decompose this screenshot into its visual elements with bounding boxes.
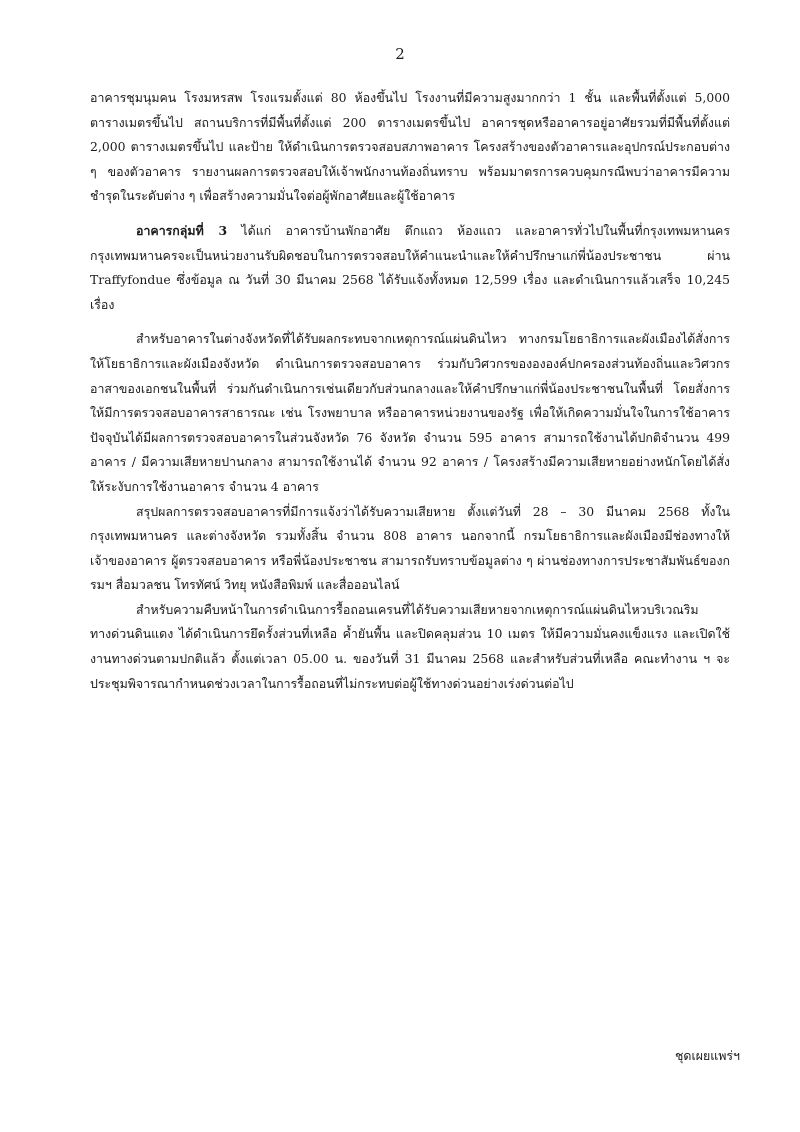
- paragraph-provincial-buildings: สำหรับอาคารในต่างจังหวัดที่ได้รับผลกระทบจากเหตุการณ์แผ่นดินไหว ทางกรมโยธาธิการและผังเมืองได้สั่งการให้โยธาธิการและผังเมืองจังหวัด ดำเนินการตรวจสอบอาคาร ร่วมกับวิศวกรของององค์ปกครองส่วนท้องถิ่นและวิศวกรอาสาของเอกชนในพื้นที่ ร่วมกันดำเนินการเช่นเดียวกับส่วนกลางและให้คำปรึกษาแก่พี่น้องประชาชนในพื้นที่ โดยสั่งการให้มีการตรวจสอบอาคารสาธารณะ เช่น โรงพยาบาล หรืออาคารหน่วยงานของรัฐ เพื่อให้เกิดความมั่นใจในการใช้อาคาร ปัจจุบันได้มีผลการตรวจสอบอาคารในส่วนจังหวัด 76 จังหวัด จำนวน 595 อาคาร สามารถใช้งานได้ปกติจำนวน 499 อาคาร / มีความเสียหายปานกลาง สามารถใช้งานได้ จำนวน 92 อาคาร / โครงสร้างมีความเสียหายอย่างหนักโดยได้สั่งให้ระงับการใช้งานอาคาร จำนวน 4 อาคาร: [90, 331, 730, 494]
- continued-note: ชุดเผยแพร่ฯ: [675, 1048, 740, 1063]
- document-body: [90, 86, 730, 696]
- paragraph-inspection-summary: สรุปผลการตรวจสอบอาคารที่มีการแจ้งว่าได้รับความเสียหาย ตั้งแต่วันที่ 28 – 30 มีนาคม 2568 ทั้งในกรุงเทพมหานคร และต่างจังหวัด รวมทั้งสิ้น จำนวน 808 อาคาร นอกจากนี้ กรมโยธาธิการและผังเมืองมีช่องทางให้เจ้าของอาคาร ผู้ตรวจสอบอาคาร หรือพี่น้องประชาชน สามารถรับทราบข้อมูลต่าง ๆ ผ่านช่องทางการประชาสัมพันธ์ของกรมฯ สื่อมวลชน โทรทัศน์ วิทยุ หนังสือพิมพ์ และสื่อออนไลน์: [90, 503, 730, 593]
- paragraph-building-group-3: [90, 219, 730, 317]
- paragraph-building-group-2-continued: อาคารชุมนุมคน โรงมหรสพ โรงแรมตั้งแต่ 80 ห้องขึ้นไป โรงงานที่มีความสูงมากกว่า 1 ชั้น และพื้นที่ตั้งแต่ 5,000 ตารางเมตรขึ้นไป สถานบริการที่มีพื้นที่ตั้งแต่ 200 ตารางเมตรขึ้นไป อาคารชุดหรืออาคารอยู่อาศัยรวมที่มีพื้นที่ตั้งแต่ 2,000 ตารางเมตรขึ้นไป และป้าย ให้ดำเนินการตรวจสอบสภาพอาคาร โครงสร้างของตัวอาคารและอุปกรณ์ประกอบต่าง ๆ ของตัวอาคาร รายงานผลการตรวจสอบให้เจ้าพนักงานท้องถิ่นทราบ พร้อมมาตรการควบคุมกรณีพบว่าอาคารมีความชำรุดในระดับต่าง ๆ เพื่อสร้างความมั่นใจต่อผู้พักอาศัยและผู้ใช้อาคาร: [90, 90, 731, 204]
- paragraph-crane-removal-progress: สำหรับความคืบหน้าในการดำเนินการรื้อถอนเครนที่ได้รับความเสียหายจากเหตุการณ์แผ่นดินไหวบริเวณริมทางด่วนดินแดง ได้ดำเนินการยึดรั้งส่วนที่เหลือ ค้ำยันพื้น และปิดคลุมส่วน 10 เมตร ให้มีความมั่นคงแข็งแรง และเปิดใช้งานทางด่วนตามปกติแล้ว ตั้งแต่เวลา 05.00 น. ของวันที่ 31 มีนาคม 2568 และสำหรับส่วนที่เหลือ คณะทำงาน ฯ จะประชุมพิจารณากำหนดช่วงเวลาในการรื้อถอนที่ไม่กระทบต่อผู้ใช้ทางด่วนอย่างเร่งด่วนต่อไป: [90, 601, 730, 691]
- page-number: 2: [395, 45, 405, 63]
- group-3-heading: อาคารกลุ่มที่ 3: [136, 222, 228, 238]
- group-3-text: ได้แก่ อาคารบ้านพักอาศัย ตึกแถว ห้องแถว และอาคารทั่วไปในพื้นที่กรุงเทพมหานคร กรุงเทพมหานครจะเป็นหน่วยงานรับผิดชอบในการตรวจสอบให้คำแนะนำและให้คำปรึกษาแก่พี่น้องประชาชน ผ่าน Traffyfondue ซึ่งข้อมูล ณ วันที่ 30 มีนาคม 2568 ได้รับแจ้งทั้งหมด 12,599 เรื่อง และดำเนินการแล้วเสร็จ 10,245 เรื่อง: [90, 222, 730, 312]
